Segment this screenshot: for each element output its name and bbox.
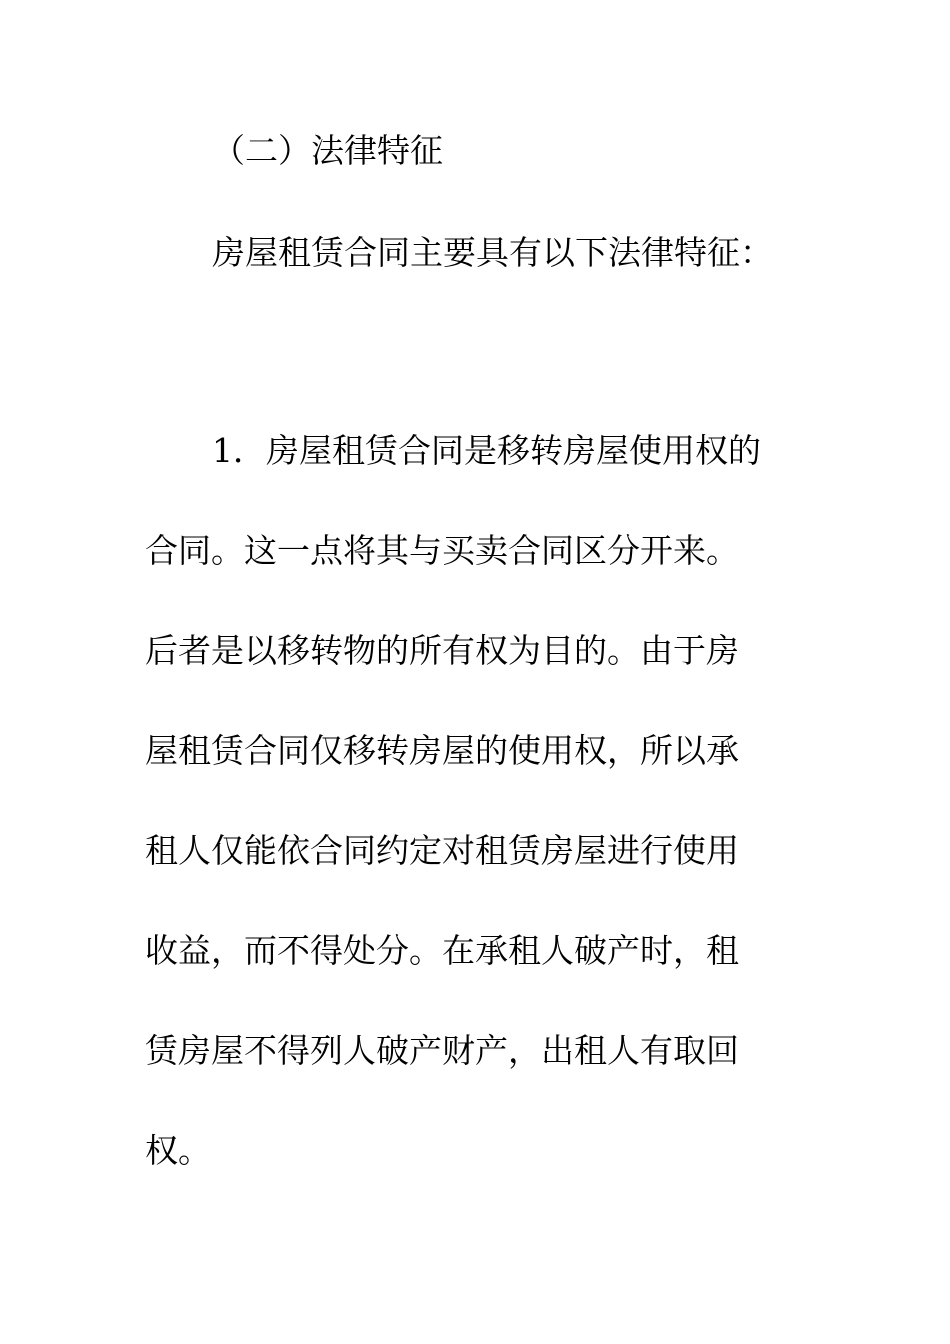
- section-heading: （二）法律特征: [212, 131, 443, 170]
- paragraph-line: 赁房屋不得列人破产财产，出租人有取回: [145, 1031, 739, 1070]
- paragraph-line: 1．房屋租赁合同是移转房屋使用权的: [212, 431, 761, 470]
- paragraph-line: 合同。这一点将其与买卖合同区分开来。: [145, 531, 739, 570]
- paragraph-line: 屋租赁合同仅移转房屋的使用权，所以承: [145, 731, 739, 770]
- paragraph-line: 收益，而不得处分。在承租人破产时，租: [145, 931, 739, 970]
- intro-text: 房屋租赁合同主要具有以下法律特征：: [212, 233, 773, 272]
- paragraph-line: 权。: [145, 1131, 211, 1170]
- paragraph-line: 后者是以移转物的所有权为目的。由于房: [145, 631, 739, 670]
- paragraph-line: 租人仅能依合同约定对租赁房屋进行使用: [145, 831, 739, 870]
